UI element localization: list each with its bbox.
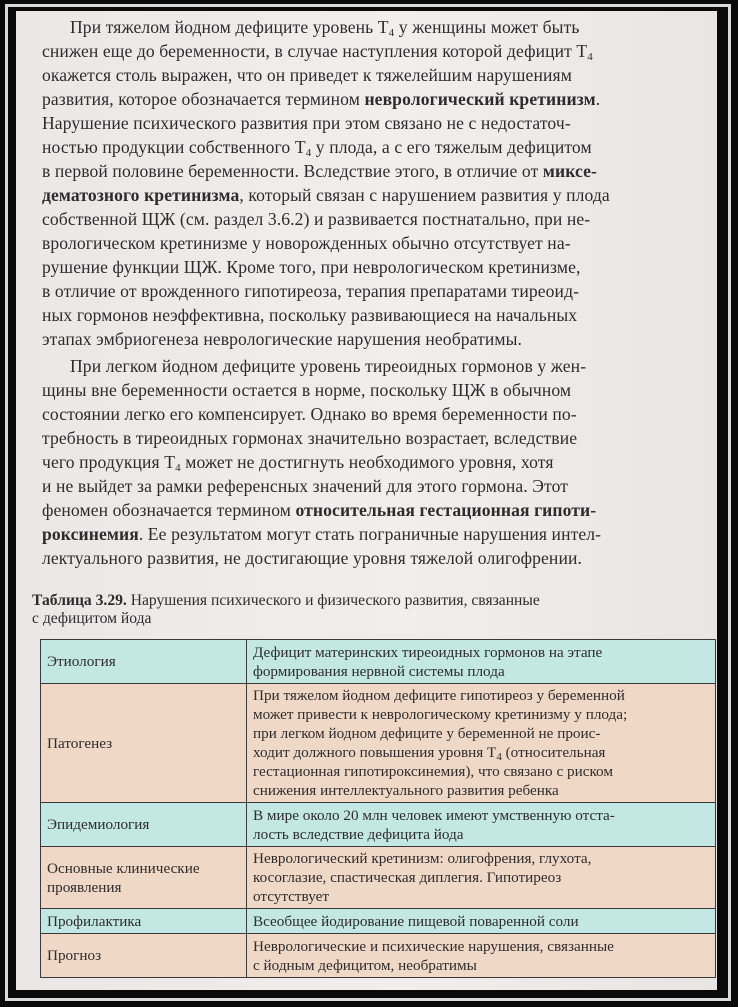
row-value: Всеобщее йодирование пищевой поваренной соли bbox=[247, 909, 716, 934]
text-line: феномен обозначается термином относительная гестационная гипоти- bbox=[42, 500, 597, 520]
text-line: снижен еще до беременности, в случае наступления которой дефицит $Т_4$ bbox=[42, 41, 593, 63]
text-line: собственной ЩЖ (см. раздел 3.6.2) и развивается постнатально, при не- bbox=[42, 209, 591, 229]
text-line: и не выйдет за рамки референсных значений для этого гормона. Этот bbox=[42, 476, 569, 496]
table-row bbox=[41, 934, 716, 978]
text-line: ностью продукции собственного $Т_4$ у плода, а с его тяжелым дефицитом bbox=[42, 137, 592, 159]
term-gestational-hypothyroxinemia: относительная гестационная гипоти- bbox=[295, 500, 597, 520]
row-value: При тяжелом йодном дефиците гипотиреоз у беременной может привести к неврологическому кретинизму у плода; при легком йодном дефиците у беременной не проис- ходит должного повышения уровня $Т_4$ (относительная гестационная гипотироксинемия), что связано с риском снижения интеллектуального развития ребенка bbox=[247, 684, 716, 803]
text-line: ных гормонов неэффективна, поскольку развивающиеся на начальных bbox=[42, 305, 578, 325]
row-key: Прогноз bbox=[41, 934, 247, 978]
table-row bbox=[41, 909, 716, 934]
text-line: окажется столь выражен, что он приведет к тяжелейшим нарушениям bbox=[42, 65, 572, 85]
term-neurological-cretinism: неврологический кретинизм bbox=[364, 89, 596, 109]
text-line: лектуального развития, не достигающие уровня тяжелой олигофрении. bbox=[42, 548, 582, 568]
row-value: Неврологический кретинизм: олигофрения, глухота, косоглазие, спастическая диплегия. Гипотиреоз отсутствует bbox=[247, 847, 716, 909]
text-line: При тяжелом йодном дефиците уровень $Т_4$ у женщины может быть bbox=[70, 17, 580, 39]
text-line: врологическом кретинизме у новорожденных обычно отсутствует на- bbox=[42, 233, 571, 253]
row-value: В мире около 20 млн человек имеют умственную отста- лость вследствие дефицита йода bbox=[247, 803, 716, 847]
table-row bbox=[41, 640, 716, 684]
text-line: щины вне беременности остается в норме, поскольку ЩЖ в обычном bbox=[42, 380, 572, 400]
row-key: Этиология bbox=[41, 640, 247, 684]
syndrome-table bbox=[40, 639, 716, 978]
text-line: Нарушение психического развития при этом связано не с недостаточ- bbox=[42, 113, 571, 133]
text-line: дематозного кретинизма, который связан с нарушением развития у плода bbox=[42, 185, 610, 205]
text-line: в первой половине беременности. Вследствие этого, в отличие от миксе- bbox=[42, 161, 597, 181]
table-caption: Таблица 3.29. Нарушения психического и физического развития, связанные с дефицитом йода bbox=[32, 592, 540, 627]
table-row bbox=[41, 803, 716, 847]
text-line: развития, которое обозначается термином неврологический кретинизм. bbox=[42, 89, 601, 109]
row-key: Основные клинические проявления bbox=[41, 847, 247, 909]
table-row bbox=[41, 684, 716, 803]
row-key: Эпидемиология bbox=[41, 803, 247, 847]
table-row bbox=[41, 847, 716, 909]
text-line: этапах эмбриогенеза неврологические нарушения необратимы. bbox=[42, 329, 523, 349]
row-value: Дефицит материнских тиреоидных гормонов на этапе формирования нервной системы плода bbox=[247, 640, 716, 684]
row-value: Неврологические и психические нарушения, связанные с йодным дефицитом, необратимы bbox=[247, 934, 716, 978]
row-key: Профилактика bbox=[41, 909, 247, 934]
text-line: чего продукция $Т_4$ может не достигнуть необходимого уровня, хотя bbox=[42, 452, 554, 474]
text-line: требность в тиреоидных гормонах значительно возрастает, вследствие bbox=[42, 428, 578, 448]
book-page bbox=[16, 11, 717, 990]
text-line: состоянии легко его компенсирует. Однако во время беременности по- bbox=[42, 404, 577, 424]
term-myxedematous-cretinism: дематозного кретинизма bbox=[42, 185, 240, 205]
text-line: рушение функции ЩЖ. Кроме того, при неврологическом кретинизме, bbox=[42, 257, 581, 277]
text-line: в отличие от врожденного гипотиреоза, терапия препаратами тиреоид- bbox=[42, 281, 580, 301]
text-line: роксинемия. Ее результатом могут стать пограничные нарушения интел- bbox=[42, 524, 602, 544]
row-key: Патогенез bbox=[41, 684, 247, 803]
text-line: При легком йодном дефиците уровень тиреоидных гормонов у жен- bbox=[70, 356, 587, 376]
table-number: Таблица 3.29. bbox=[32, 592, 127, 609]
